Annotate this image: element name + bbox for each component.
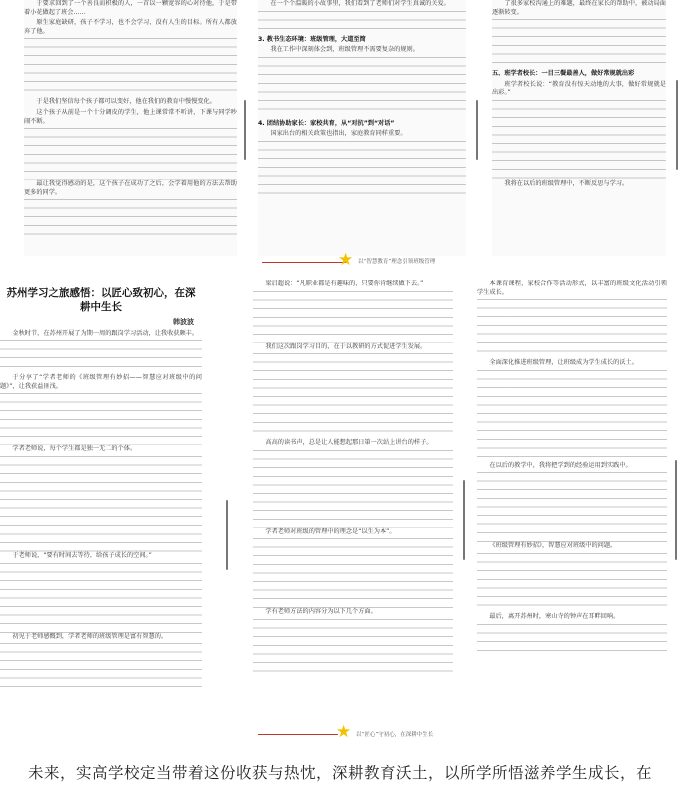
bottom-page-middle bbox=[253, 280, 453, 742]
text-lines bbox=[492, 19, 666, 67]
paragraph: 于是我们坚信每个孩子都可以变好，他在我们的教育中慢慢变化。 bbox=[36, 98, 216, 106]
paragraph: 在以后的教学中，我将把学到的经验运用到实践中。 bbox=[489, 461, 632, 469]
text-lines bbox=[0, 563, 202, 633]
text-lines bbox=[0, 340, 202, 374]
scrollbar[interactable] bbox=[675, 460, 677, 560]
paragraph: 高高的读书声，总是让人能想起那日第一次站上讲台的样子。 bbox=[265, 439, 433, 447]
paragraph: 最让我觉得感动的是，这个孩子在成功了之后，会学着用他的方法去帮助更多的同学。 bbox=[24, 180, 237, 196]
paragraph: 学者老师对班级的管理中的理念是“以生为本”。 bbox=[265, 527, 396, 535]
text-lines bbox=[253, 450, 453, 528]
text-lines bbox=[477, 553, 667, 613]
text-lines bbox=[477, 370, 667, 462]
paragraph: 梁启超说：“凡职业都是有趣味的，只要你肯继续做下去。” bbox=[265, 280, 424, 287]
caption-bar bbox=[0, 744, 680, 800]
section-heading: 4. 团结协助家长：家校共育，从“对抗”到“对话” bbox=[258, 119, 395, 127]
paragraph: 我在工作中深刻体会到，班级管理不需要复杂的规则。 bbox=[270, 46, 419, 54]
red-divider-line bbox=[258, 734, 338, 735]
text-lines bbox=[253, 538, 453, 608]
article-title: 苏州学习之旅感悟：以匠心致初心，在深耕中生长 bbox=[6, 287, 196, 313]
paragraph: 原生家庭缺研，孩子不学习，也不会学习，没有人生的目标。所有人都放弃了他。 bbox=[24, 19, 237, 35]
scrollbar[interactable] bbox=[676, 80, 678, 170]
paragraph: 初见于老师感慨到，学者老师的班级管理是富有智慧的。 bbox=[12, 632, 168, 640]
paragraph: 全面深化推进班级管理，让班级成为学生成长的沃土。 bbox=[489, 359, 638, 367]
paragraph: 学有老师方法的内容分为以下几个方面。 bbox=[265, 608, 377, 616]
paragraph: 于老师说，“要有时间去等待，给孩子成长的空间。” bbox=[12, 551, 152, 559]
text-lines bbox=[253, 619, 453, 673]
bottom-page-left bbox=[0, 280, 202, 742]
red-divider-line bbox=[262, 262, 346, 263]
text-lines bbox=[258, 11, 466, 33]
text-lines bbox=[253, 291, 453, 343]
paragraph: 这个孩子从前是一个十分调皮的学生，他上课常常不听讲，下课与同学吵闹不断。 bbox=[24, 108, 237, 125]
paragraph: 最后，离开苏州时，寒山寺的钟声在耳畔回响。 bbox=[489, 612, 620, 620]
text-lines bbox=[24, 38, 237, 98]
text-lines bbox=[0, 456, 202, 552]
paragraph: 班学者校长说：“教育没有惊天动地的大事，做好常规就是出彩。” bbox=[492, 80, 666, 97]
text-lines bbox=[258, 141, 466, 199]
text-lines bbox=[24, 199, 237, 239]
paragraph: 学者老师说，每个学生都是独一无二的个体。 bbox=[12, 445, 137, 453]
paragraph: 《班级管理有妙招》，智慧应对班级中的问题。 bbox=[489, 542, 617, 550]
paragraph: 国家出台的相关政策也指出，家庭教育同样重要。 bbox=[270, 130, 407, 138]
top-page-right bbox=[492, 0, 666, 256]
page-footnote: 以“智慧教育”理念引领班级管理 bbox=[358, 259, 436, 265]
page-footnote: 以“匠心”守初心，在深耕中生长 bbox=[356, 732, 434, 738]
text-lines bbox=[258, 57, 466, 117]
text-lines bbox=[477, 472, 667, 542]
bottom-page-strip bbox=[0, 280, 680, 745]
section-heading: 3. 教书生态环境：班级管理，大道至简 bbox=[258, 35, 366, 43]
text-lines bbox=[477, 624, 667, 654]
star-icon: ★ bbox=[336, 722, 352, 742]
top-page-left bbox=[24, 0, 237, 256]
top-page-strip bbox=[0, 0, 680, 270]
paragraph: 于分享了“学者老师的《班级管理有妙招——智慧应对班级中的问题》”，让我获益匪浅。 bbox=[0, 374, 202, 390]
paragraph: 在一个个温暖的小故事里，我们看到了老师们对学生真诚的关爱。 bbox=[270, 0, 450, 7]
paragraph: 金秋时节，在苏州开展了为期一周的跟岗学习活动，让我收获颇丰。 bbox=[12, 329, 199, 337]
paragraph: 于要求回到了一个善良而积极的人，一首以一颗宽容的心对待他，于是带着小花做起了班会…… bbox=[24, 0, 237, 16]
paragraph: 我将在以后的班级管理中，不断反思与学习。 bbox=[504, 179, 629, 187]
paragraph: 我们这次跟岗学习目的，在于以教研的方式促进学生发展。 bbox=[265, 342, 427, 350]
section-heading: 五、班学者校长：一目三餐最善人，做好常规就出彩 bbox=[492, 70, 635, 78]
scrollbar[interactable] bbox=[244, 100, 246, 160]
star-icon: ★ bbox=[338, 250, 354, 270]
caption-text: 未来，实高学校定当带着这份收获与热忱，深耕教育沃土，以所学所悟滋养学生成长，在 bbox=[27, 764, 652, 782]
scrollbar[interactable] bbox=[226, 500, 228, 570]
text-lines bbox=[24, 128, 237, 180]
paragraph: 了很多家校沟通上的难题，最终在家长的帮助中，被动局面逐渐转变。 bbox=[492, 0, 666, 16]
text-lines bbox=[0, 393, 202, 445]
text-lines bbox=[253, 353, 453, 439]
scrollbar[interactable] bbox=[463, 480, 465, 560]
top-page-middle bbox=[258, 0, 466, 256]
bottom-page-right bbox=[477, 280, 667, 742]
text-lines bbox=[0, 643, 202, 693]
text-lines bbox=[477, 299, 667, 359]
scrollbar[interactable] bbox=[476, 100, 478, 160]
paragraph: 本课育课程，家校合作等活动形式，以丰富的班级文化活动引领学生成长。 bbox=[477, 280, 667, 296]
text-lines bbox=[492, 100, 666, 180]
author-name: 韩波波 bbox=[173, 318, 194, 326]
